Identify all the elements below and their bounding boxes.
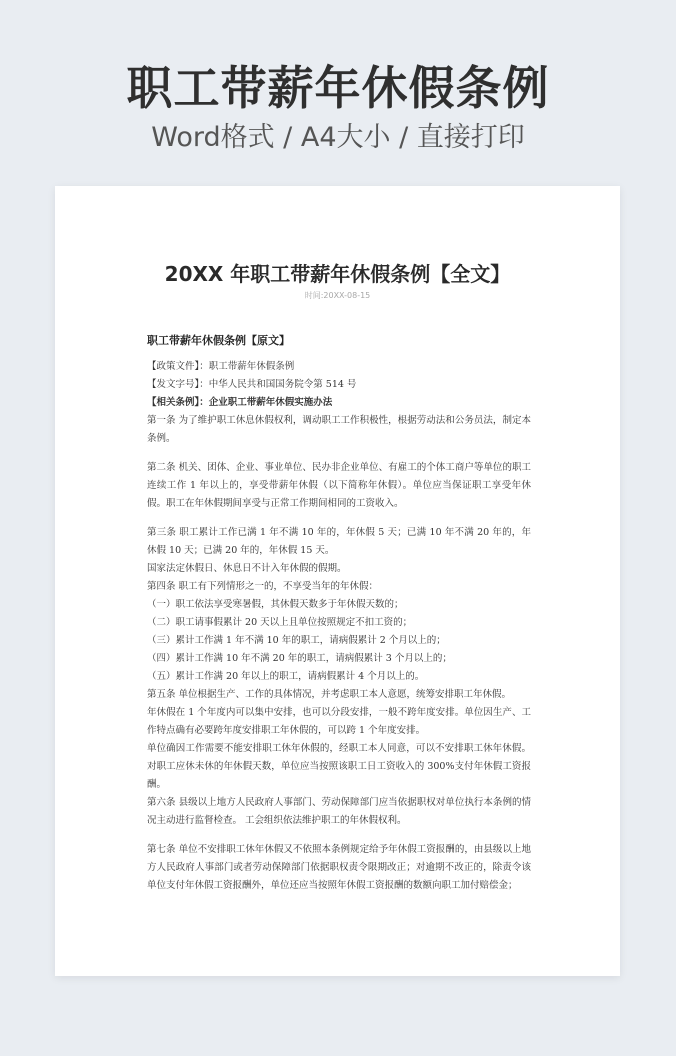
meta-related-regulation: 【相关条例】：企业职工带薪年休假实施办法 xyxy=(147,397,333,408)
document-body xyxy=(147,332,531,895)
banner-subtitle: Word格式 / A4大小 / 直接打印 xyxy=(151,122,525,153)
article-2: 第二条 机关、团体、企业、事业单位、民办非企业单位、有雇工的个体工商户等单位的职工连续工作 1 年以上的，享受带薪年休假（以下简称年休假）。单位应当保证职工享受年休假。职工在年休假期间享受与正常工作期间相同的工资收入。 xyxy=(147,462,531,509)
article-4: 第四条 职工有下列情形之一的，不享受当年的年休假： xyxy=(147,581,379,592)
meta-policy-file: 【政策文件】：职工带薪年休假条例 xyxy=(147,361,295,372)
document-date: 时间:20XX-08-15 xyxy=(304,291,371,300)
meta-document-number: 【发文字号】：中华人民共和国国务院令第 514 号 xyxy=(147,379,357,390)
list-item: （二）职工请事假累计 20 天以上且单位按照规定不扣工资的； xyxy=(147,617,413,628)
paragraph: 国家法定休假日、休息日不计入年休假的假期。 xyxy=(147,563,347,574)
list-item: （一）职工依法享受寒暑假，其休假天数多于年休假天数的； xyxy=(147,599,404,610)
document-page xyxy=(55,186,620,976)
article-5: 第五条 单位根据生产、工作的具体情况，并考虑职工本人意愿，统筹安排职工年休假。 xyxy=(147,689,512,700)
list-item: （五）累计工作满 20 年以上的职工，请病假累计 4 个月以上的。 xyxy=(147,671,425,682)
article-6: 第六条 县级以上地方人民政府人事部门、劳动保障部门应当依据职权对单位执行本条例的情况主动进行监督检查。 工会组织依法维护职工的年休假权利。 xyxy=(147,797,531,826)
section-heading: 职工带薪年休假条例【原文】 xyxy=(147,334,290,347)
list-item: （四）累计工作满 10 年不满 20 年的职工，请病假累计 3 个月以上的； xyxy=(147,653,452,664)
paragraph: 单位确因工作需要不能安排职工休年休假的，经职工本人同意，可以不安排职工休年休假。对职工应休未休的年休假天数，单位应当按照该职工日工资收入的 300%支付年休假工资报酬。 xyxy=(147,743,531,790)
banner-title: 职工带薪年休假条例 xyxy=(126,61,550,115)
list-item: （三）累计工作满 1 年不满 10 年的职工，请病假累计 2 个月以上的； xyxy=(147,635,446,646)
article-3: 第三条 职工累计工作已满 1 年不满 10 年的，年休假 5 天；已满 10 年不满 20 年的，年休假 10 天；已满 20 年的，年休假 15 天。 xyxy=(147,527,531,556)
article-7: 第七条 单位不安排职工休年休假又不依照本条例规定给予年休假工资报酬的，由县级以上地方人民政府人事部门或者劳动保障部门依据职权责令限期改正；对逾期不改正的，除责令该单位支付年休假工资报酬外，单位还应当按照年休假工资报酬的数额向职工加付赔偿金； xyxy=(147,844,531,891)
paragraph: 年休假在 1 个年度内可以集中安排，也可以分段安排，一般不跨年度安排。单位因生产、工作特点确有必要跨年度安排职工年休假的，可以跨 1 个年度安排。 xyxy=(147,707,531,736)
article-1: 第一条 为了维护职工休息休假权利，调动职工工作积极性，根据劳动法和公务员法，制定本条例。 xyxy=(147,415,531,444)
document-title: 20XX 年职工带薪年休假条例【全文】 xyxy=(164,262,511,286)
